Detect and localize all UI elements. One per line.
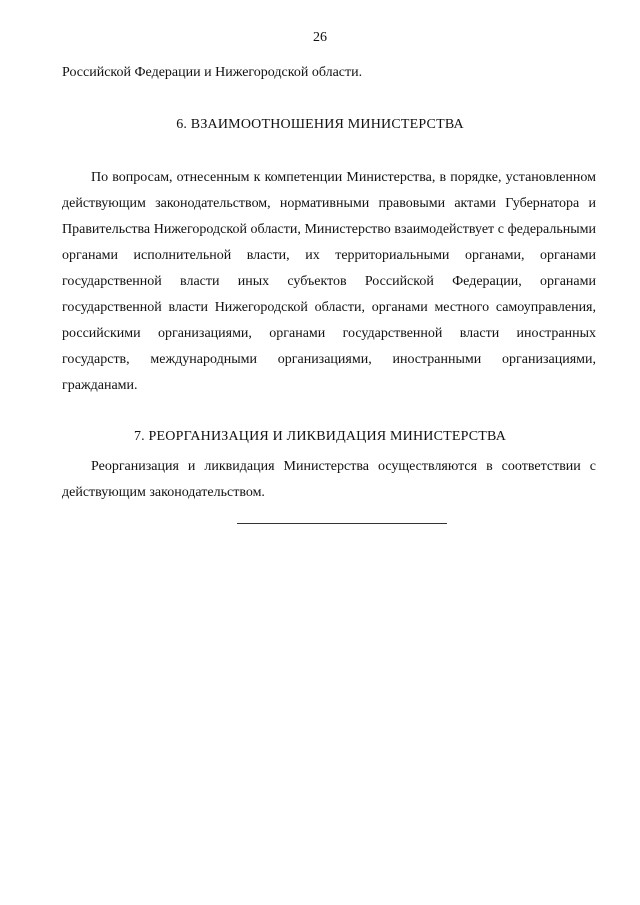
closing-divider <box>237 523 447 524</box>
section-7-paragraph: Реорганизация и ликвидация Министерства осуществляются в соответствии с действующим законодательством. <box>62 459 596 500</box>
carryover-text: Российской Федерации и Нижегородской области. <box>62 65 363 80</box>
page-number: 26 <box>313 30 327 45</box>
section-6-paragraph: По вопросам, отнесенным к компетенции Министерства, в порядке, установленном действующим законодательством, нормативными правовыми актами Губернатора и Правительства Нижегородской области, Министерство взаимодействует с федеральными органами исполнительной власти, их территориальными органами, органами государственной власти иных субъектов Российской Федерации, органами государственной власти Нижегородской области, органами местного самоуправления, российскими организациями, органами государственной власти иностранных государств, международными организациями, иностранными организациями, гражданами. <box>62 170 596 393</box>
section-7-heading: 7. РЕОРГАНИЗАЦИЯ И ЛИКВИДАЦИЯ МИНИСТЕРСТВА <box>133 429 507 444</box>
section-6-heading: 6. ВЗАИМООТНОШЕНИЯ МИНИСТЕРСТВА <box>176 117 464 132</box>
